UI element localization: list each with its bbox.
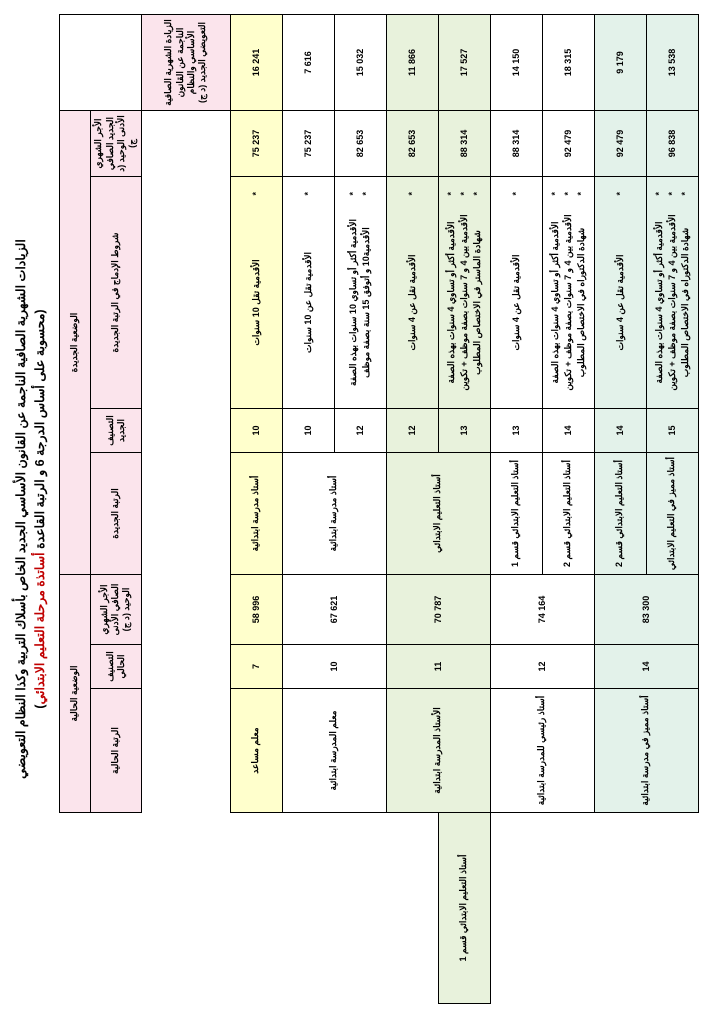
condition-item: * الأقدمية تقل 10 سنوات	[250, 192, 263, 405]
cell-increase: 18 315	[542, 15, 594, 111]
condition-item: * الأقدمية بين 4 و 7 سنوات بصفة موظف + تكوين	[458, 192, 471, 405]
cell-current-salary: 70 787	[386, 575, 490, 645]
cell-current-salary: 83 300	[594, 575, 698, 645]
table-increase-header-row	[141, 15, 230, 1004]
cell-conditions	[594, 177, 646, 409]
group-header-empty	[59, 15, 141, 111]
title-line-2-prefix: (محسوبة على أساس الدرجة 6 و الرتبة القاعدة	[33, 309, 48, 553]
title-line-1: الزيادات الشهرية الصافية الناجمة عن القانون الأساسي الجديد الخاص بأسلاك التربية وكذا النظام التعويضي	[14, 239, 28, 779]
table-row	[386, 15, 438, 1004]
table-body	[230, 15, 698, 1004]
cell-increase: 9 179	[594, 15, 646, 111]
cell-new-grade: أستاذ مدرسة ابتدائية	[230, 453, 282, 575]
table-row	[282, 15, 334, 1004]
title-line-2-suffix: )	[33, 704, 48, 709]
cell-conditions	[646, 177, 698, 409]
condition-item: * شهادة الدكتوراه في الاختصاص المطلوب	[575, 192, 588, 405]
condition-item: * الأقدمية أكثر أو تساوي 10 سنوات بهذه الصفة	[347, 192, 360, 405]
table-subheader-row	[90, 15, 141, 1004]
cell-new-class: 12	[334, 409, 386, 453]
cell-increase: 17 527	[438, 15, 490, 111]
cell-increase: 15 032	[334, 15, 386, 111]
cell-conditions	[386, 177, 438, 409]
cell-new-salary: 88 314	[490, 111, 542, 177]
title-line-2-highlight: أساتذة مرحلة التعليم الابتدائي	[33, 552, 48, 705]
cell-new-salary: 96 838	[646, 111, 698, 177]
condition-item: * الأقدمية بين 4 و 7 سنوات بصفة موظف + تكوين	[666, 192, 679, 405]
condition-item: * الأقدمية بين 4 و 7 سنوات بصفة موظف + تكوين	[562, 192, 575, 405]
condition-item: * الأقدمية تقل عن 4 سنوات	[406, 192, 419, 405]
cell-current-class: 10	[282, 645, 386, 689]
cell-current-grade: معلم مساعد	[230, 689, 282, 813]
condition-item: * الأقدمية أكثر أو تساوي 4 سنوات بهذه الصفة	[445, 192, 458, 405]
cell-current-salary: 67 621	[282, 575, 386, 645]
col-header-current-salary: الأجر الشهري الصافي الأدنى الوحيد (د ج)	[90, 575, 141, 645]
cell-new-salary: 92 479	[542, 111, 594, 177]
cell-new-grade: أستاذ مميز في التعليم الابتدائي	[646, 453, 698, 575]
document-title	[10, 14, 57, 1004]
cell-increase: 14 150	[490, 15, 542, 111]
col-header-increase: الزيادة الشهرية الصافية الناجمة عن القانون الأساسي والنظام التعويضي الجديد (د ج)	[141, 15, 230, 111]
cell-new-class: 13	[438, 409, 490, 453]
cell-new-salary: 82 653	[334, 111, 386, 177]
condition-item: * الأقدمية أكثر أو تساوي 4 سنوات بهذه الصفة	[549, 192, 562, 405]
cell-conditions	[438, 177, 490, 409]
cell-current-class: 12	[490, 645, 594, 689]
cell-increase: 16 241	[230, 15, 282, 111]
cell-current-grade: أستاذ مميز في مدرسة ابتدائية	[594, 689, 698, 813]
cell-new-class: 12	[386, 409, 438, 453]
condition-item: * شهادة الماستر في الاختصاص المطلوب	[471, 192, 484, 405]
cell-new-salary: 82 653	[386, 111, 438, 177]
cell-new-grade: أستاذ التعليم الابتدائي قسم 1	[438, 813, 490, 1004]
cell-current-grade: أستاذ رئيسي للمدرسة ابتدائية	[490, 689, 594, 813]
cell-new-grade: أستاذ مدرسة ابتدائية	[282, 453, 386, 575]
cell-new-salary: 75 237	[282, 111, 334, 177]
condition-item: * الأقدمية تقل عن 10 سنوات	[302, 192, 315, 405]
table-group-header-row	[59, 15, 90, 1004]
cell-current-grade: معلم المدرسة ابتدائية	[282, 689, 386, 813]
cell-conditions	[230, 177, 282, 409]
table-row	[594, 15, 646, 1004]
condition-item: * الأقدمية تقل عن 4 سنوات	[614, 192, 627, 405]
cell-conditions	[490, 177, 542, 409]
group-header-new-situation: الوضعية الجديدة	[59, 111, 90, 575]
cell-current-grade: الأستاذ المدرسة ابتدائية	[386, 689, 490, 813]
condition-item: * الأقدمية تقل عن 4 سنوات	[510, 192, 523, 405]
col-header-new-salary: الأجر الشهري الجديد الصافي الأدنى الوحيد (د ج)	[90, 111, 141, 177]
cell-conditions	[542, 177, 594, 409]
cell-increase: 13 538	[646, 15, 698, 111]
cell-new-grade: أستاذ التعليم الابتدائي قسم 1	[490, 453, 542, 575]
col-header-current-class: التصنيف الحالي	[90, 645, 141, 689]
table-row	[542, 15, 594, 1004]
cell-current-class: 11	[386, 645, 490, 689]
cell-new-salary: 75 237	[230, 111, 282, 177]
table-row	[230, 15, 282, 1004]
condition-item: * الأقدمية10 و أتوفق 15 سنة بصفة موظف	[360, 192, 373, 405]
cell-current-class: 7	[230, 645, 282, 689]
col-header-current-grade: الرتبة الحالية	[90, 689, 141, 813]
cell-new-class: 15	[646, 409, 698, 453]
cell-increase: 11 866	[386, 15, 438, 111]
increase-header-spacer	[141, 111, 230, 813]
salary-comparison-table	[59, 14, 699, 1004]
cell-increase: 7 616	[282, 15, 334, 111]
condition-item: * شهادة الدكتوراه في الاختصاص المطلوب	[679, 192, 692, 405]
cell-new-grade: أستاذ التعليم الابتدائي قسم 2	[542, 453, 594, 575]
col-header-new-class: التصنيف الجديد	[90, 409, 141, 453]
cell-new-grade: أستاذ التعليم الابتدائي	[386, 453, 490, 575]
cell-new-class: 14	[594, 409, 646, 453]
cell-new-grade: أستاذ التعليم الابتدائي قسم 2	[594, 453, 646, 575]
cell-new-class: 14	[542, 409, 594, 453]
cell-new-class: 10	[230, 409, 282, 453]
cell-new-salary: 92 479	[594, 111, 646, 177]
cell-new-class: 13	[490, 409, 542, 453]
table-row	[490, 15, 542, 1004]
cell-new-salary: 88 314	[438, 111, 490, 177]
table-row	[646, 15, 698, 1004]
cell-current-salary: 58 996	[230, 575, 282, 645]
cell-current-salary: 74 164	[490, 575, 594, 645]
cell-current-class: 14	[594, 645, 698, 689]
group-header-current-situation: الوضعية الحالية	[59, 575, 90, 813]
col-header-new-grade: الرتبة الجديدة	[90, 453, 141, 575]
cell-new-class: 10	[282, 409, 334, 453]
col-header-conditions: شروط الإدماج في الرتبة الجديدة	[90, 177, 141, 409]
cell-conditions	[282, 177, 334, 409]
title-line-2	[31, 54, 50, 964]
condition-item: * الأقدمية أكثر أو تساوي 4 سنوات بهذه الصفة	[653, 192, 666, 405]
cell-conditions	[334, 177, 386, 409]
